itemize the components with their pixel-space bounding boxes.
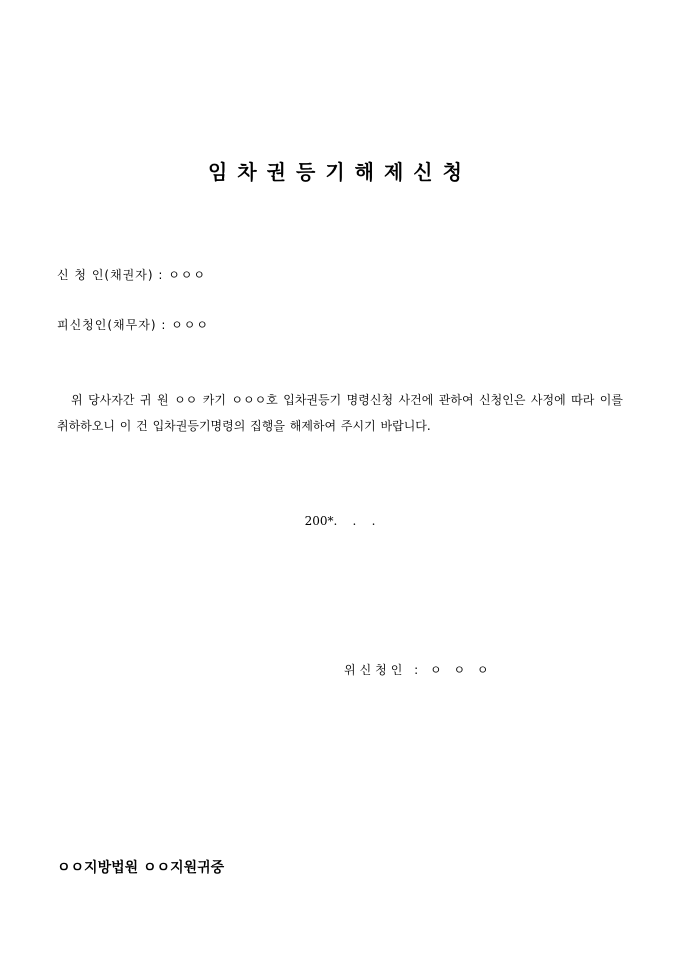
- court-addressee: ㅇㅇ지방법원 ㅇㅇ지원귀중: [57, 860, 225, 876]
- respondent-line: 피신청인(채무자) : ㅇㅇㅇ: [57, 318, 209, 332]
- body-paragraph: 위 당사자간 귀 원 ㅇㅇ 카기 ㅇㅇㅇ호 입차권등기 명령신청 사건에 관하여 신청인은 사정에 따라 이를 취하하오니 이 건 입차권등기명령의 집행을 해제하여 주시기 바랍니다.: [57, 393, 623, 433]
- signer-line: 위신청인 : ㅇ ㅇ ㅇ: [344, 663, 493, 677]
- applicant-line: 신 청 인(채권자) : ㅇㅇㅇ: [57, 268, 206, 282]
- document-title: 임차권등기해제신청: [208, 160, 472, 184]
- date-line: 200*. . .: [304, 514, 376, 528]
